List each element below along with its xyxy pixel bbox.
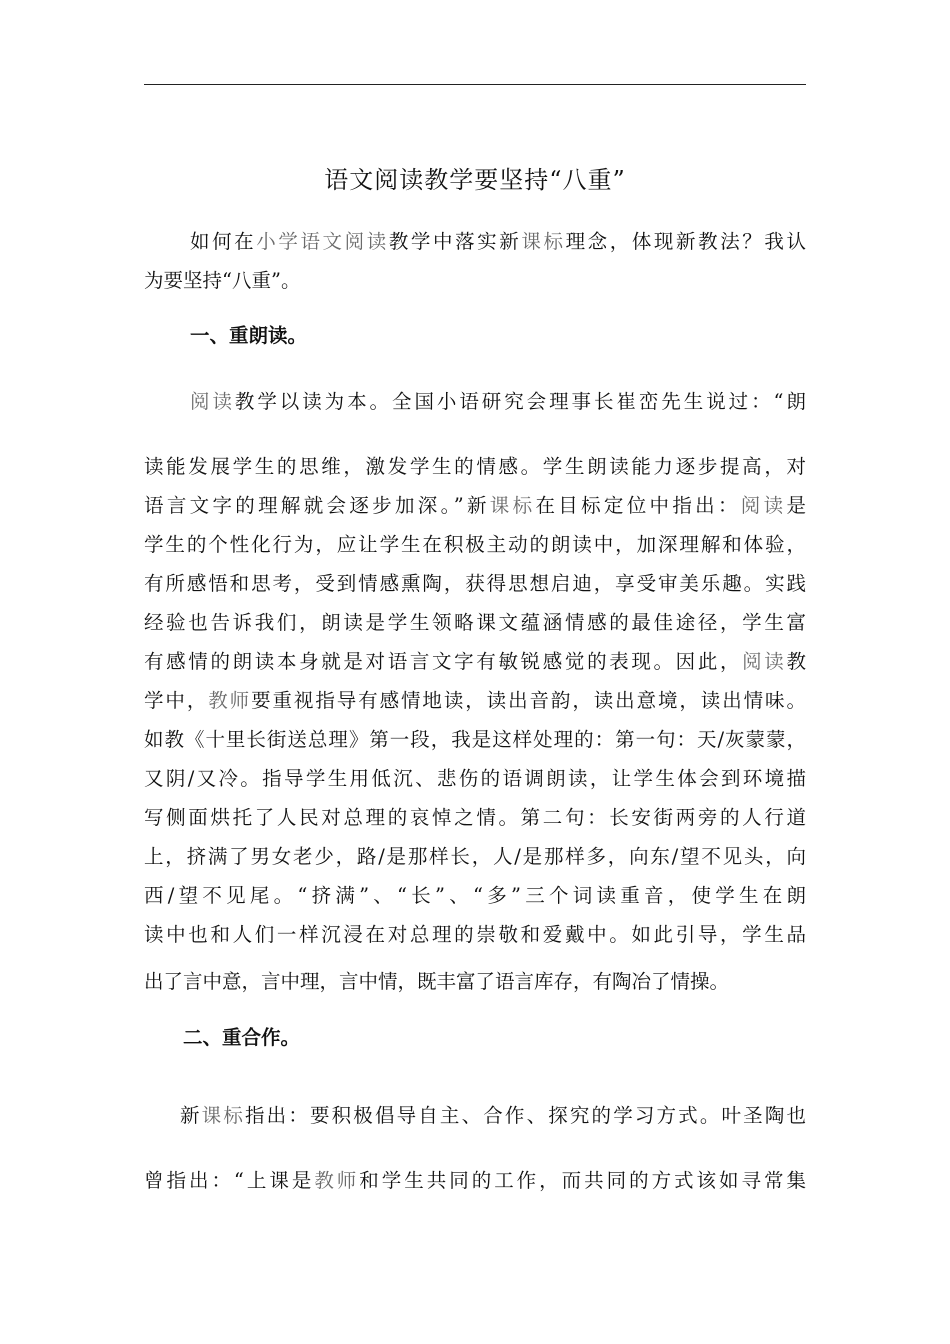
section-heading-2: 二、重合作。 bbox=[183, 1026, 301, 1049]
paragraph-text: 学中， bbox=[144, 689, 209, 712]
link-yuedu[interactable]: 阅读 bbox=[190, 390, 235, 413]
document-title: 语文阅读教学要坚持“八重” bbox=[324, 166, 626, 194]
paragraph-text: 教 bbox=[786, 650, 806, 673]
intro-line-2: 为要坚持“八重”。 bbox=[144, 269, 301, 292]
paragraph-text: 在目标定位中指出： bbox=[535, 494, 741, 517]
intro-text: 理念，体现新教法？我认 bbox=[565, 230, 806, 253]
section1-line-4: 学生的个性化行为，应让学生在积极主动的朗读中，加深理解和体验， bbox=[144, 533, 806, 556]
link-yuedu[interactable]: 阅读 bbox=[740, 494, 787, 517]
intro-line-1 bbox=[190, 226, 806, 258]
paragraph-text: 有感情的朗读本身就是对语言文字有敏锐感觉的表现。因此， bbox=[144, 650, 743, 673]
section1-line-13: 西/望不见尾。“挤满”、“长”、“多”三个词读重音，使学生在朗 bbox=[144, 884, 806, 907]
section1-line-6: 经验也告诉我们，朗读是学生领略课文蕴涵情感的最佳途径，学生富 bbox=[144, 611, 806, 634]
paragraph-text: 教学以读为本。全国小语研究会理事长崔峦先生说过：“朗 bbox=[234, 390, 806, 413]
section-heading-1: 一、重朗读。 bbox=[190, 324, 308, 347]
paragraph-text: 是 bbox=[786, 494, 806, 517]
paragraph-text: 要重视指导有感情地读，读出音韵，读出意境，读出情味。 bbox=[251, 689, 806, 712]
section1-line-9: 如教《十里长街送总理》第一段，我是这样处理的：第一句：天/灰蒙蒙， bbox=[144, 728, 806, 751]
section1-line-8 bbox=[144, 685, 806, 717]
intro-text: 如何在 bbox=[190, 230, 257, 253]
section1-line-5: 有所感悟和思考，受到情感熏陶，获得思想启迪，享受审美乐趣。实践 bbox=[144, 572, 806, 595]
link-kebiao[interactable]: 课标 bbox=[521, 230, 566, 253]
link-kebiao[interactable]: 课标 bbox=[201, 1104, 245, 1127]
link-jiaoshi[interactable]: 教师 bbox=[314, 1169, 360, 1192]
section2-line-2 bbox=[144, 1165, 806, 1197]
section1-line-11: 写侧面烘托了人民对总理的哀悼之情。第二句：长安街两旁的人行道 bbox=[144, 806, 806, 829]
section1-line-15: 出了言中意，言中理，言中情，既丰富了语言库存，有陶冶了情操。 bbox=[144, 970, 730, 993]
section1-line-14: 读中也和人们一样沉浸在对总理的崇敬和爱戴中。如此引导，学生品 bbox=[144, 923, 806, 946]
header-rule bbox=[144, 84, 806, 85]
section1-line-1 bbox=[190, 386, 806, 418]
link-jiaoshi[interactable]: 教师 bbox=[208, 689, 252, 712]
section2-line-1 bbox=[180, 1100, 806, 1132]
intro-text: 教学中落实新 bbox=[388, 230, 522, 253]
paragraph-text: 和学生共同的工作，而共同的方式该如寻常集 bbox=[359, 1169, 806, 1192]
paragraph-text: 语言文字的理解就会逐步加深。”新 bbox=[144, 494, 490, 517]
link-yuedu[interactable]: 阅读 bbox=[742, 650, 787, 673]
paragraph-text: 指出：要积极倡导自主、合作、探究的学习方式。叶圣陶也 bbox=[245, 1104, 806, 1127]
paragraph-text: 曾指出：“上课是 bbox=[144, 1169, 315, 1192]
link-xiaoxue-yuwen-yuedu[interactable]: 小学语文阅读 bbox=[256, 230, 389, 253]
paragraph-text: 新 bbox=[180, 1104, 202, 1127]
section1-line-2: 读能发展学生的思维，激发学生的情感。学生朗读能力逐步提高，对 bbox=[144, 455, 806, 478]
section1-line-7 bbox=[144, 646, 806, 678]
section1-line-12: 上，挤满了男女老少，路/是那样长，人/是那样多，向东/望不见头，向 bbox=[144, 845, 806, 868]
link-kebiao[interactable]: 课标 bbox=[489, 494, 536, 517]
section1-line-3 bbox=[144, 490, 806, 522]
section1-line-10: 又阴/又冷。指导学生用低沉、悲伤的语调朗读，让学生体会到环境描 bbox=[144, 767, 806, 790]
